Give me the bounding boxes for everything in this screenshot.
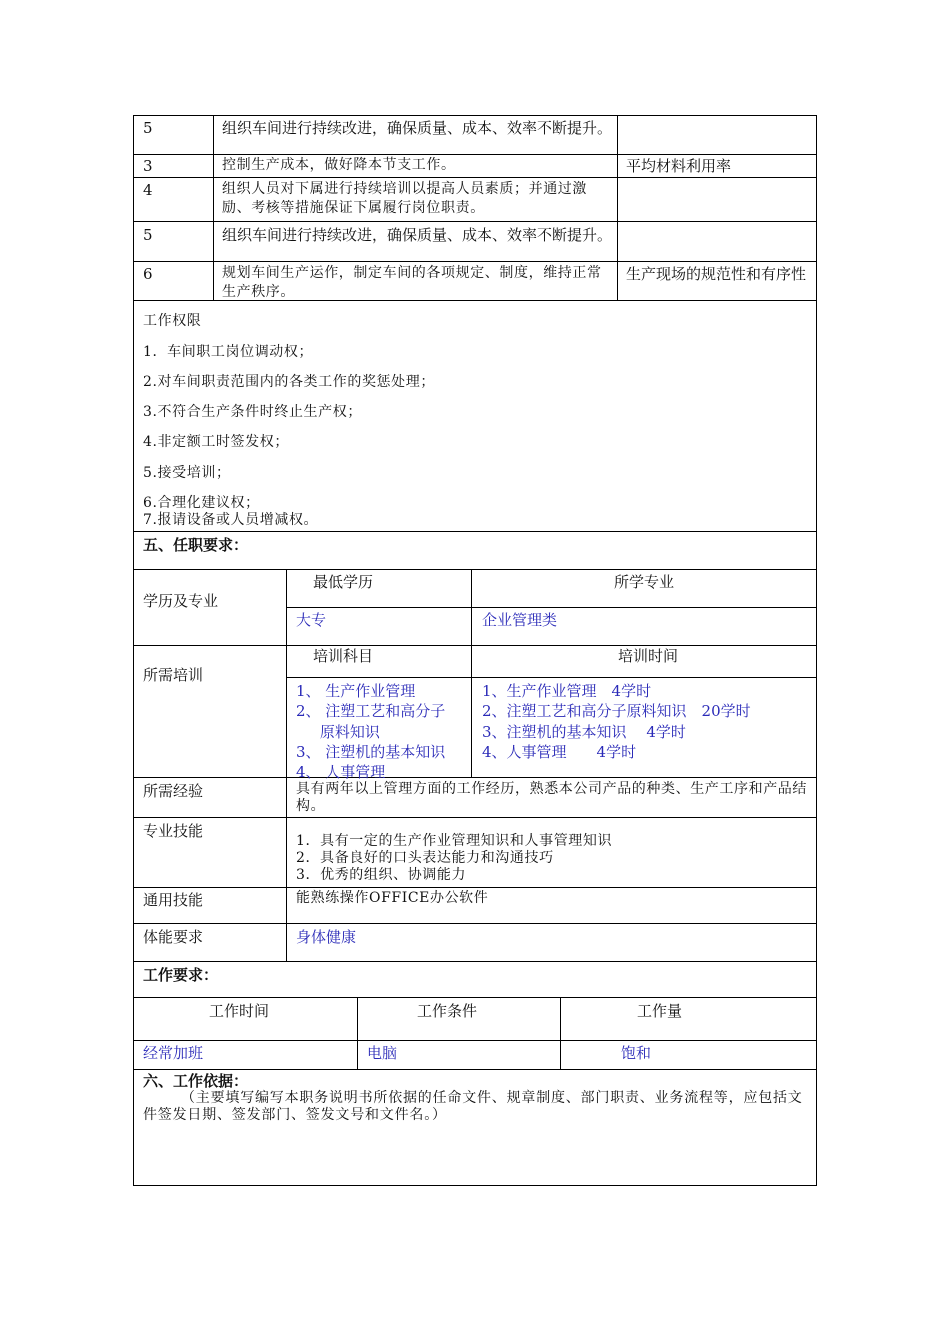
education-major-label: 所学专业 — [613, 573, 674, 591]
requirements-heading: 五、任职要求： — [143, 536, 249, 554]
work-load-label: 工作量 — [637, 1002, 683, 1020]
duty-row-2-kpi: 平均材料利用率 — [626, 157, 732, 175]
authority-item-7: 7.报请设备或人员增减权。 — [143, 512, 319, 528]
duty-row-1-text: 组织车间进行持续改进，确保质量、成本、效率不断提升。 — [222, 119, 613, 137]
education-min-label: 最低学历 — [313, 573, 374, 591]
duty-row-4-text: 组织车间进行持续改进，确保质量、成本、效率不断提升。 — [222, 226, 613, 244]
authority-title: 工作权限 — [143, 313, 202, 329]
education-label: 学历及专业 — [143, 592, 219, 610]
authority-item-1: 1．车间职工岗位调动权； — [143, 344, 314, 360]
physical-label: 体能要求 — [143, 928, 204, 946]
duty-row-5-kpi: 生产现场的规范性和有序性 — [626, 265, 807, 283]
duty-row-4-number: 5 — [143, 226, 153, 244]
authority-item-4: 4.非定额工时签发权； — [143, 434, 289, 450]
experience-label: 所需经验 — [143, 782, 204, 800]
authority-item-3: 3.不符合生产条件时终止生产权； — [143, 404, 362, 420]
duty-row-2-text: 控制生产成本，做好降本节支工作。 — [222, 157, 456, 173]
general-skills-value: 能熟练操作OFFICE办公软件 — [296, 890, 489, 906]
training-subject-label: 培训科目 — [313, 647, 374, 665]
work-condition-value: 电脑 — [367, 1044, 398, 1062]
skills-value: 1．具有一定的生产作业管理知识和人事管理知识 2．具备良好的口头表达能力和沟通技巧 3．优秀的组织、协调能力 — [296, 833, 613, 883]
training-subjects: 1、 生产作业管理 2、 注塑工艺和高分子 原料知识 3、 注塑机的基本知识 4、 人事管理 — [296, 682, 446, 782]
duty-row-5-number: 6 — [143, 265, 153, 283]
training-time-label: 培训时间 — [617, 647, 678, 665]
work-time-value: 经常加班 — [143, 1044, 204, 1062]
duty-row-5-text: 规划车间生产运作，制定车间的各项规定、制度，维持正常生产秩序。 — [222, 265, 602, 300]
work-req-heading: 工作要求： — [143, 966, 219, 984]
work-time-label: 工作时间 — [209, 1002, 270, 1020]
general-skills-label: 通用技能 — [143, 891, 204, 909]
training-times: 1、生产作业管理 4学时 2、注塑工艺和高分子原料知识 20学时 3、注塑机的基本知识 4学时 4、人事管理 4学时 — [482, 682, 751, 761]
education-min-value: 大专 — [296, 611, 327, 629]
work-load-value: 饱和 — [621, 1044, 652, 1062]
authority-item-5: 5.接受培训； — [143, 465, 231, 481]
authority-item-6: 6.合理化建议权； — [143, 495, 260, 511]
skills-label: 专业技能 — [143, 822, 204, 840]
training-label: 所需培训 — [143, 666, 204, 684]
physical-value: 身体健康 — [296, 928, 357, 946]
duty-row-3-number: 4 — [143, 181, 153, 199]
authority-item-2: 2.对车间职责范围内的各类工作的奖惩处理； — [143, 374, 435, 390]
duty-row-3-text: 组织人员对下属进行持续培训以提高人员素质；并通过激励、考核等措施保证下属履行岗位职责。 — [222, 181, 587, 216]
duty-row-1-number: 5 — [143, 119, 153, 137]
basis-note: （主要填写编写本职务说明书所依据的任命文件、规章制度、部门职责、业务流程等，应包括文件签发日期、签发部门、签发文号和文件名。） — [143, 1090, 803, 1123]
experience-value: 具有两年以上管理方面的工作经历，熟悉本公司产品的种类、生产工序和产品结构。 — [296, 781, 807, 814]
education-major-value: 企业管理类 — [482, 611, 558, 629]
basis-heading: 六、工作依据： — [143, 1072, 249, 1090]
duty-row-2-number: 3 — [143, 157, 153, 175]
work-condition-label: 工作条件 — [417, 1002, 478, 1020]
